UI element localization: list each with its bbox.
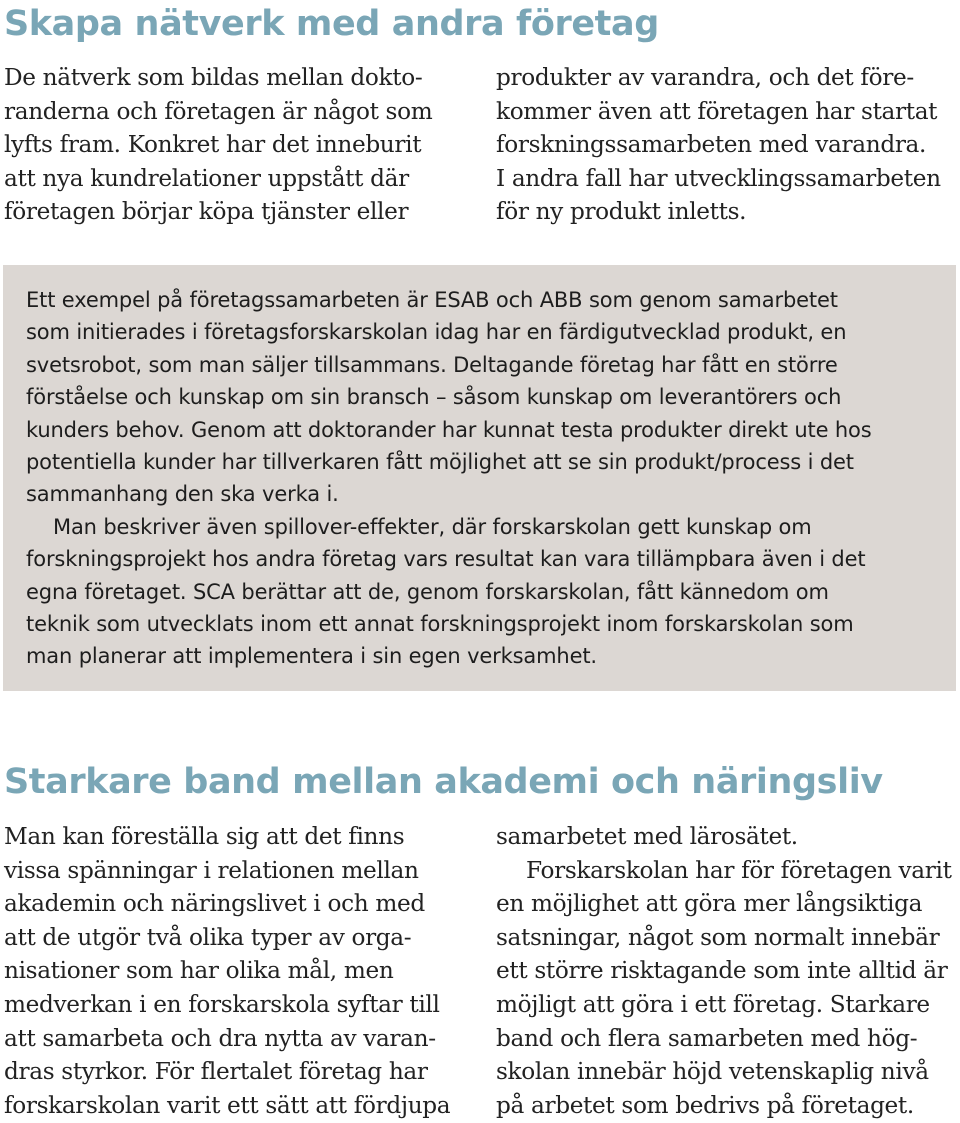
text-line: satsningar, något som normalt innebär (496, 923, 940, 951)
text-line: forskningssamarbeten med varandra. (496, 131, 927, 159)
example-callout-text (26, 284, 872, 673)
text-line: Ett exempel på företagssamarbeten är ESAB och ABB som genom samarbetet (26, 288, 838, 312)
section1-left-column (4, 61, 464, 229)
text-line: I andra fall har utvecklingssamarbeten (496, 164, 941, 192)
text-line: akademin och näringslivet i och med (4, 890, 425, 918)
text-line: medverkan i en forskarskola syftar till (4, 990, 440, 1018)
text-line: forskningsprojekt hos andra företag vars resultat kan vara tillämpbara även i det (26, 547, 866, 572)
section2-right-column (496, 820, 956, 1122)
text-line: Man kan föreställa sig att det finns (4, 823, 405, 850)
text-line: dras styrkor. För flertalet företag har (4, 1058, 428, 1086)
text-line: sammanhang den ska verka i. (26, 482, 339, 507)
section2-left-column (4, 820, 464, 1122)
text-line: vissa spänningar i relationen mellan (4, 856, 419, 884)
text-line: Man beskriver även spillover-effekter, där forskarskolan gett kunskap om (53, 514, 812, 539)
text-line: egna företaget. SCA berättar att de, genom forskarskolan, fått kännedom om (26, 579, 829, 604)
text-line: potentiella kunder har tillverkaren fått möjlighet att se sin produkt/process i det (26, 449, 854, 474)
text-line: Forskarskolan har för företagen varit (526, 856, 952, 884)
text-line: band och flera samarbeten med hög- (496, 1024, 918, 1052)
text-line: kommer även att företagen har startat (496, 97, 938, 125)
text-line: randerna och företagen är något som (4, 97, 433, 125)
section-heading-networks: Skapa nätverk med andra företag (4, 4, 659, 44)
text-line: ett större risktagande som inte alltid är (496, 957, 948, 985)
text-line: företagen börjar köpa tjänster eller (4, 198, 409, 226)
text-line: förståelse och kunskap om sin bransch – såsom kunskap om leverantörers och (26, 385, 842, 410)
text-line: att de utgör två olika typer av orga- (4, 923, 412, 951)
text-line: man planerar att implementera i sin egen verksamhet. (26, 644, 597, 669)
text-line: forskarskolan varit ett sätt att fördjupa (4, 1091, 451, 1119)
text-line: produkter av varandra, och det före- (496, 64, 914, 91)
text-line: möjligt att göra i ett företag. Starkare (496, 990, 930, 1018)
text-line: på arbetet som bedrivs på företaget. (496, 1091, 914, 1119)
text-line: teknik som utvecklats inom ett annat forskningsprojekt inom forskarskolan som (26, 611, 854, 636)
text-line: nisationer som har olika mål, men (4, 957, 394, 985)
text-line: De nätverk som bildas mellan dokto- (4, 64, 423, 91)
text-line: samarbetet med lärosätet. (496, 823, 798, 850)
text-line: svetsrobot, som man säljer tillsammans. Deltagande företag har fått en större (26, 352, 838, 377)
text-line: skolan innebär höjd vetenskaplig nivå (496, 1058, 929, 1086)
text-line: att samarbeta och dra nytta av varan- (4, 1024, 436, 1052)
text-line: att nya kundrelationer uppstått där (4, 164, 409, 192)
section-heading-stronger-ties: Starkare band mellan akademi och näringsliv (4, 762, 883, 802)
text-line: som initierades i företagsforskarskolan idag har en färdigutvecklad produkt, en (26, 320, 847, 345)
text-line: en möjlighet att göra mer långsiktiga (496, 890, 923, 918)
text-line: kunders behov. Genom att doktorander har kunnat testa produkter direkt ute hos (26, 417, 872, 442)
section1-right-column (496, 61, 956, 229)
text-line: för ny produkt inletts. (496, 198, 747, 226)
text-line: lyfts fram. Konkret har det inneburit (4, 131, 422, 159)
